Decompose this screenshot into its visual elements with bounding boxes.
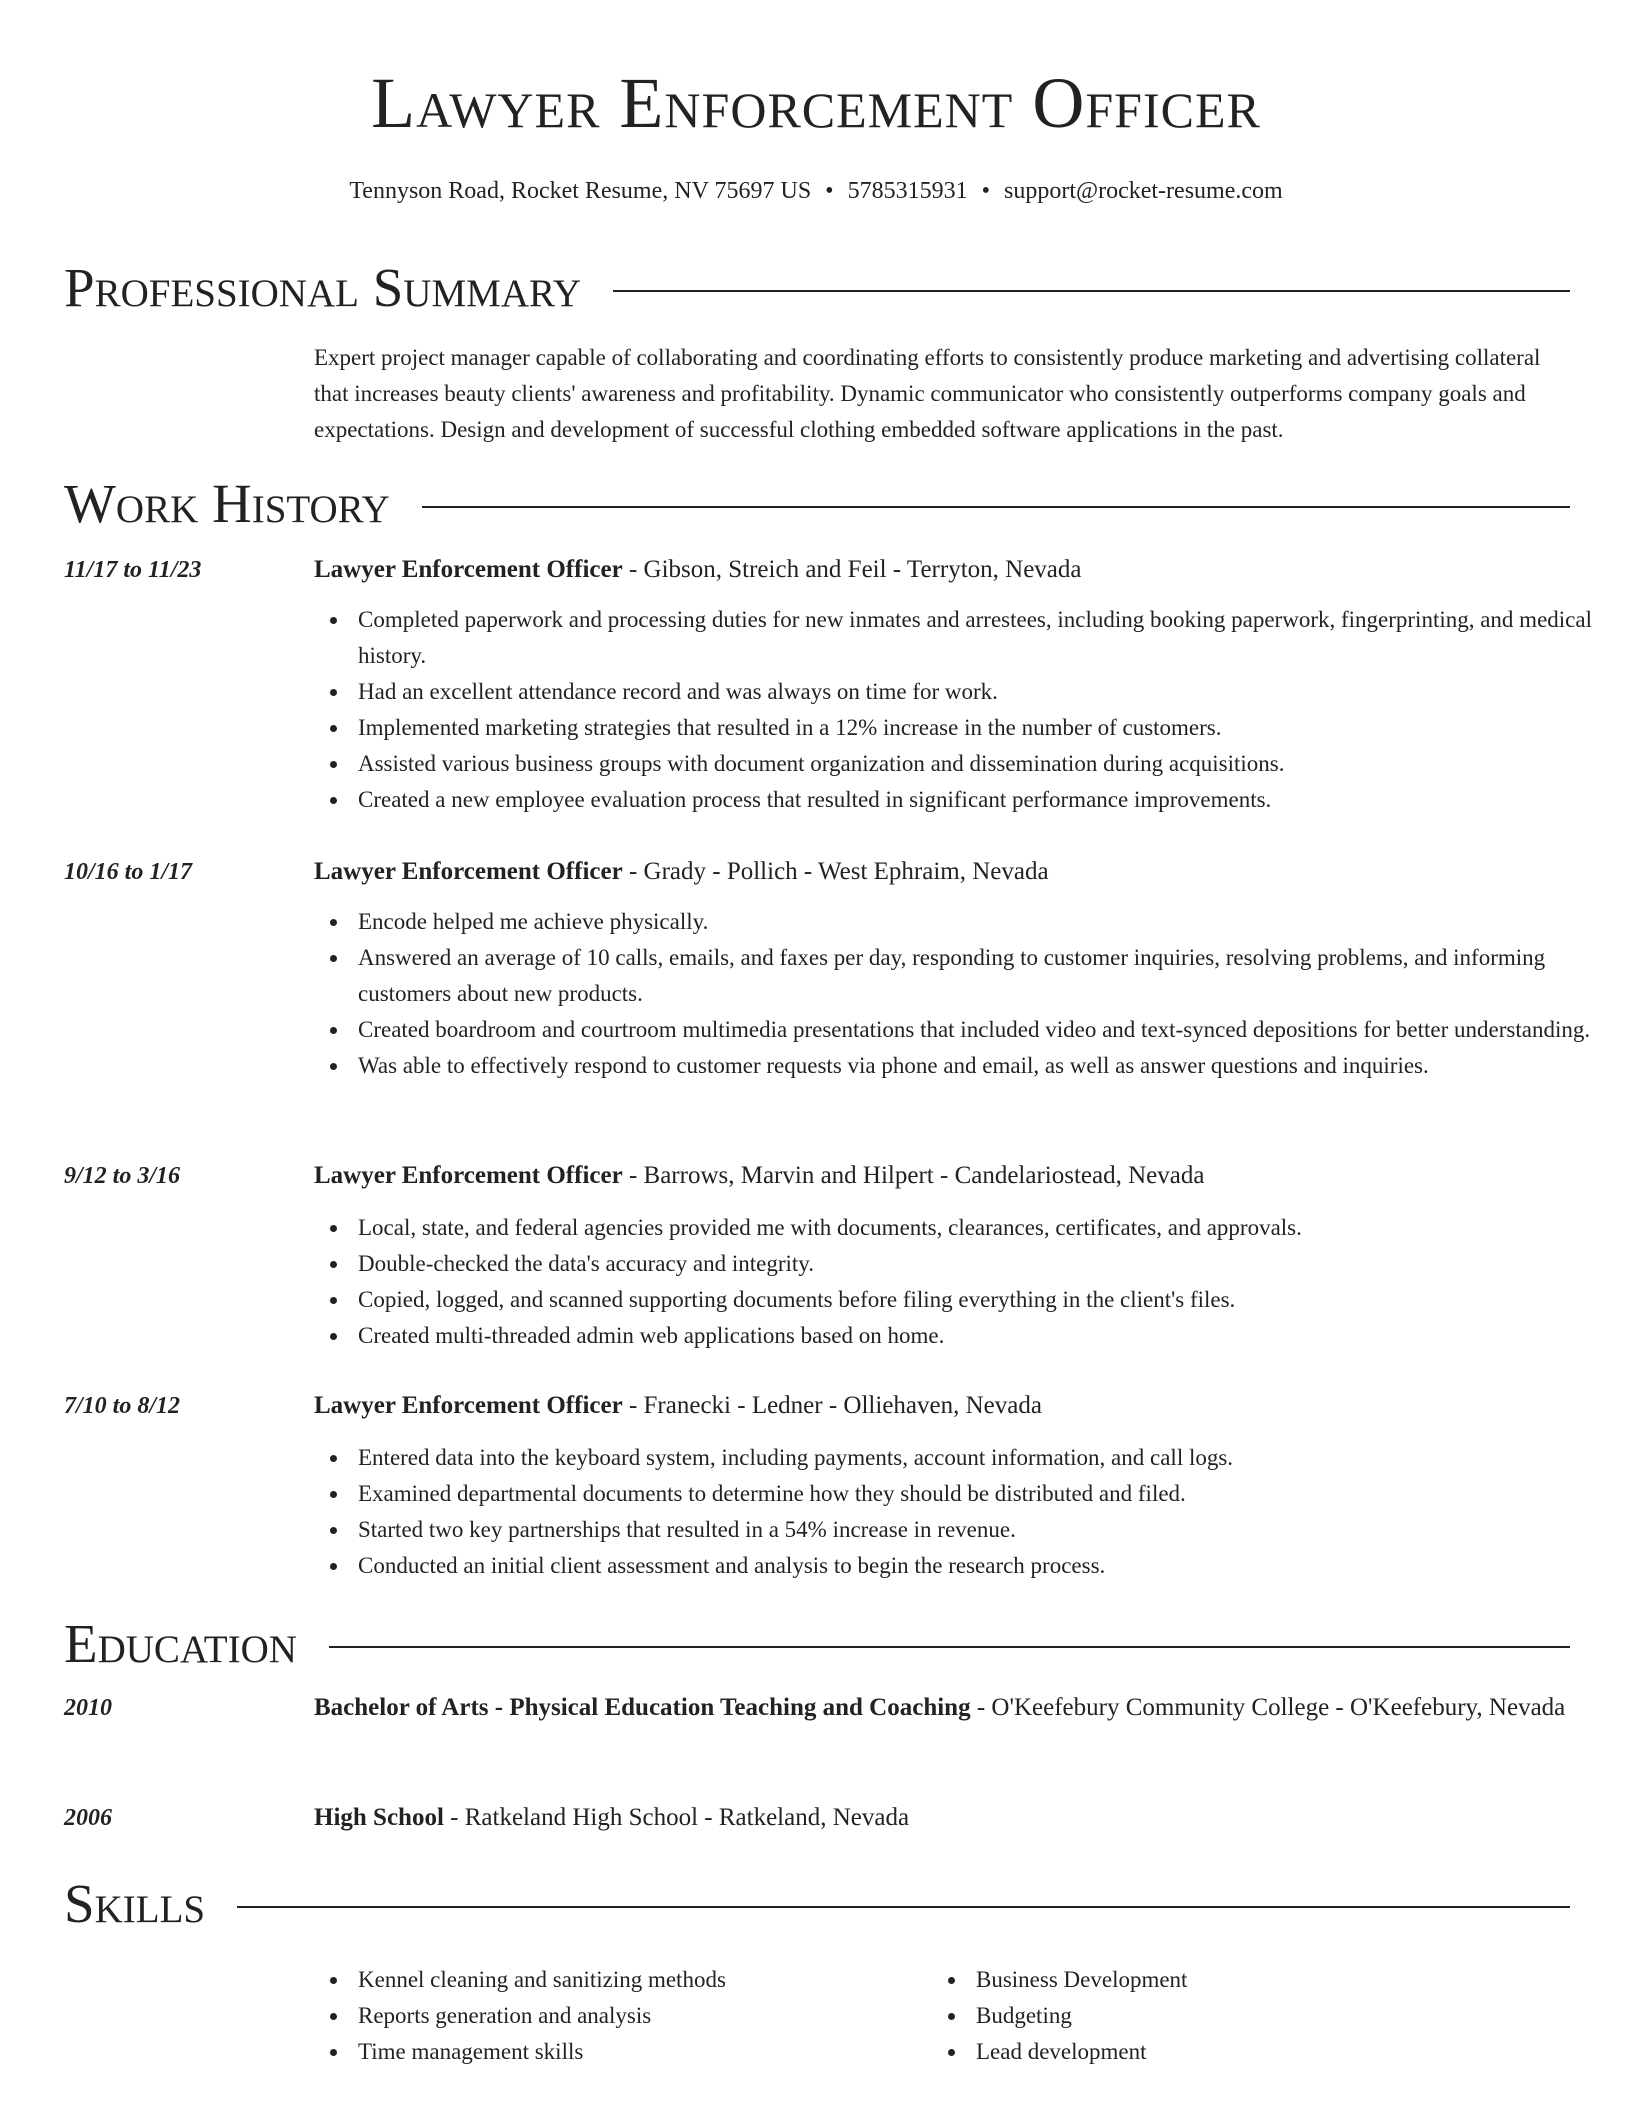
skill-item: Business Development [976, 1962, 1632, 1998]
summary-text: Expert project manager capable of collaborating and coordinating efforts to consistently produce marketing and advertising collateral that increases beauty clients' awareness and profitability. Dynamic communicator who consistently outperforms company goals and expectations. Design and development of successful clothing embedded software applications in the past. [314, 345, 1541, 442]
section-title: Work History [64, 473, 390, 534]
skill-item: Reports generation and analysis [358, 1998, 1608, 2034]
job-dates: 9/12 to 3/16 [64, 1163, 181, 1189]
job-title-line [314, 1156, 1574, 1196]
list-item: Examined departmental documents to determine how they should be distributed and filed. [358, 1476, 1608, 1512]
list-item: Entered data into the keyboard system, including payments, account information, and call logs. [358, 1440, 1608, 1476]
list-item: Copied, logged, and scanned supporting documents before filing everything in the client's files. [358, 1282, 1608, 1318]
education-line [314, 1798, 1574, 1838]
skill-item: Time management skills [358, 2034, 1608, 2070]
job-title: Lawyer Enforcement Officer [314, 556, 623, 583]
list-item: Double-checked the data's accuracy and integrity. [358, 1246, 1608, 1282]
job-details: - Franecki - Ledner - Olliehaven, Nevada [622, 1392, 1042, 1419]
education-year: 2010 [64, 1695, 112, 1721]
skill-item: Lead development [976, 2034, 1632, 2070]
skill-item: Kennel cleaning and sanitizing methods [358, 1962, 1608, 1998]
skills-list-right [932, 1962, 1632, 2070]
list-item: Started two key partnerships that resulted in a 54% increase in revenue. [358, 1512, 1608, 1548]
job-bullets [314, 904, 1608, 1084]
section-title: Professional Summary [64, 257, 582, 318]
job-bullets [314, 1210, 1608, 1354]
section-title: Skills [64, 1873, 206, 1934]
separator: • [825, 178, 834, 204]
education-degree: High School [314, 1804, 444, 1831]
education-year: 2006 [64, 1805, 112, 1831]
job-details: - Barrows, Marvin and Hilpert - Candelariostead, Nevada [622, 1162, 1205, 1189]
contact-line [0, 176, 1632, 206]
job-dates: 7/10 to 8/12 [64, 1393, 181, 1419]
list-item: Assisted various business groups with document organization and dissemination during acquisitions. [358, 746, 1608, 782]
list-item: Created multi-threaded admin web applications based on home. [358, 1318, 1608, 1354]
list-item: Completed paperwork and processing duties for new inmates and arrestees, including booking paperwork, fingerprinting, and medical history. [358, 602, 1608, 674]
list-item: Encode helped me achieve physically. [358, 904, 1608, 940]
section-rule [237, 1906, 1570, 1908]
job-title: Lawyer Enforcement Officer [314, 1392, 623, 1419]
job-title-line [314, 1386, 1574, 1426]
section-rule [613, 290, 1570, 292]
job-dates: 10/16 to 1/17 [64, 859, 193, 885]
skill-item: Budgeting [976, 1998, 1632, 2034]
section-title: Education [64, 1613, 297, 1674]
separator: • [981, 178, 990, 204]
education-details: - Ratkeland High School - Ratkeland, Nevada [443, 1804, 910, 1831]
education-details: - O'Keefebury Community College - O'Keefebury, Nevada [970, 1694, 1566, 1721]
address: Tennyson Road, Rocket Resume, NV 75697 US [349, 178, 812, 204]
section-header-summary [64, 256, 1570, 320]
job-title-line [314, 550, 1574, 590]
email: support@rocket-resume.com [1003, 178, 1283, 204]
job-details: - Grady - Pollich - West Ephraim, Nevada [622, 858, 1049, 885]
list-item: Answered an average of 10 calls, emails, and faxes per day, responding to customer inquiries, resolving problems, and informing customers about new products. [358, 940, 1608, 1012]
job-bullets [314, 602, 1608, 818]
list-item: Created a new employee evaluation process that resulted in significant performance improvements. [358, 782, 1608, 818]
list-item: Created boardroom and courtroom multimedia presentations that included video and text-synced depositions for better understanding. [358, 1012, 1608, 1048]
list-item: Had an excellent attendance record and was always on time for work. [358, 674, 1608, 710]
section-rule [329, 1646, 1570, 1648]
job-title: Lawyer Enforcement Officer [314, 1162, 623, 1189]
section-rule [422, 506, 1570, 508]
job-title: Lawyer Enforcement Officer [314, 858, 623, 885]
education-line [314, 1688, 1574, 1728]
job-details: - Gibson, Streich and Feil - Terryton, Nevada [622, 556, 1082, 583]
section-header-education [64, 1612, 1570, 1676]
education-degree: Bachelor of Arts - Physical Education Teaching and Coaching [314, 1694, 971, 1721]
candidate-name: Lawyer Enforcement Officer [371, 63, 1261, 143]
list-item: Was able to effectively respond to customer requests via phone and email, as well as answer questions and inquiries. [358, 1048, 1608, 1084]
section-header-skills [64, 1872, 1570, 1936]
phone: 5785315931 [847, 178, 968, 204]
list-item: Implemented marketing strategies that resulted in a 12% increase in the number of customers. [358, 710, 1608, 746]
list-item: Local, state, and federal agencies provided me with documents, clearances, certificates, and approvals. [358, 1210, 1608, 1246]
section-header-work [64, 472, 1570, 536]
job-bullets [314, 1440, 1608, 1584]
list-item: Conducted an initial client assessment and analysis to begin the research process. [358, 1548, 1608, 1584]
job-dates: 11/17 to 11/23 [64, 557, 202, 583]
job-title-line [314, 852, 1574, 892]
